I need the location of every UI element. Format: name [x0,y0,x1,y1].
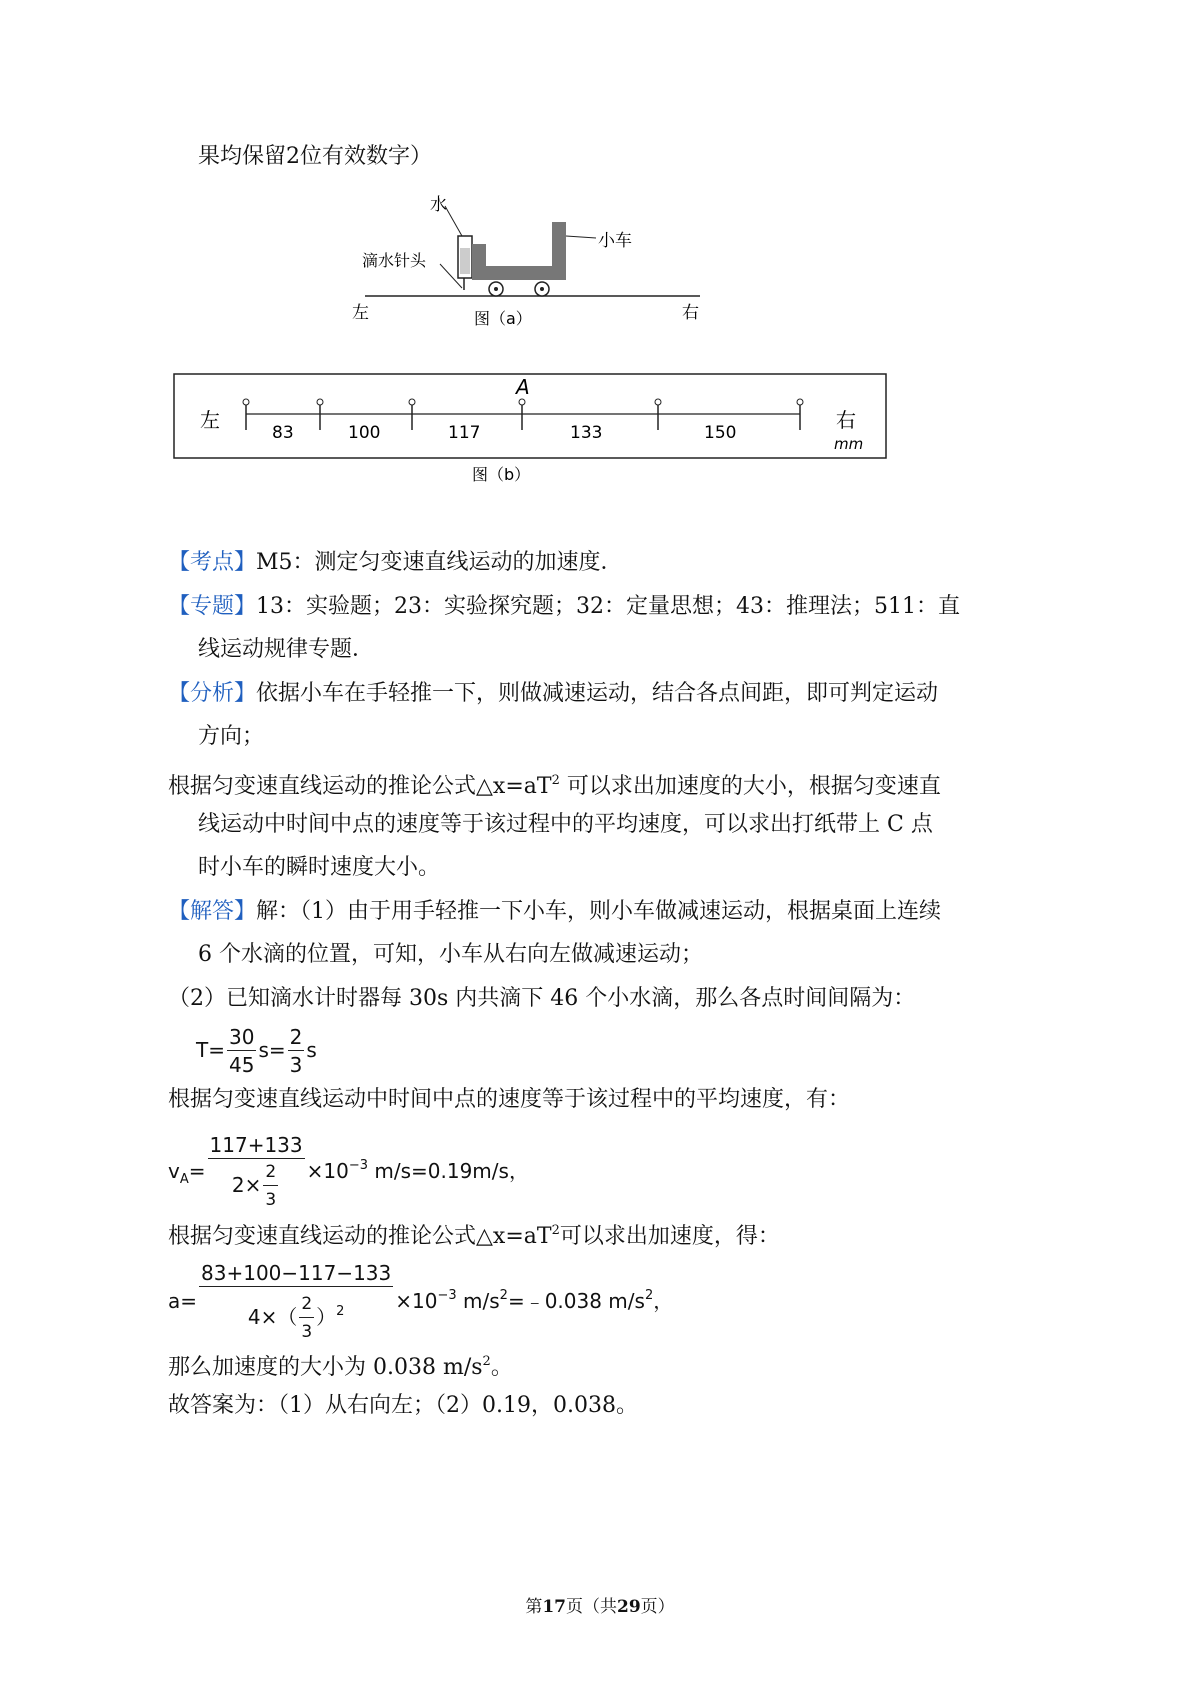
kaodian-tag: 【考点】 [168,550,257,575]
jieda-tag: 【解答】 [168,899,257,924]
fenxi2-line2: 线运动中时间中点的速度等于该过程中的平均速度，可以求出打纸带上 C 点 [198,812,933,837]
a-intro-text-a: 根据匀变速直线运动的推论公式△x=aT [168,1224,552,1249]
segment-label-2: 100 [348,423,381,443]
zhuanti-tag: 【专题】 [168,594,257,619]
formula-t-den1: 45 [228,1053,255,1077]
jieda-line1 [168,897,941,927]
magnitude-sup: 2 [482,1354,491,1369]
jieda-text-1: 解：（1）由于用手轻推一下小车，则小车做减速运动，根据桌面上连续 [256,899,942,924]
zhuanti-text-1: 13：实验题；23：实验探究题；32：定量思想；43：推理法；511：直 [256,594,960,619]
formula-t [196,1022,317,1079]
fenxi-line1 [168,679,938,709]
label-needle: 滴水针头 [362,251,427,270]
formula-a-result-sup2: 2 [644,1288,654,1303]
formula-t-den2: 3 [289,1053,303,1077]
formula-t-mid: s= [258,1038,286,1062]
fenxi2-text-c: 可以求出加速度的大小，根据匀变速直 [559,774,941,799]
formula-a-result-a: m/s [456,1289,500,1313]
fenxi-text-1: 依据小车在手轻推一下，则做减速运动，结合各点间距，即可判定运动 [256,681,939,706]
formula-va-v: v [168,1159,180,1183]
magnitude-text-b: 。 [490,1355,513,1380]
formula-a-den-b: ） [316,1304,337,1329]
formula-va-sub: A [179,1172,189,1187]
formula-a-result-c: ， [653,1289,674,1313]
fenxi2-line3: 时小车的瞬时速度大小。 [198,855,441,880]
a-intro [168,1216,780,1252]
formula-t-suffix: s [306,1038,317,1062]
formula-a-times: ×10 [395,1289,438,1313]
magnitude-text-a: 那么加速度的大小为 0.038 m/s [168,1355,483,1380]
segment-label-4: 133 [570,423,603,443]
kaodian-text: M5：测定匀变速直线运动的加速度． [256,550,623,575]
intro-line: 果均保留2位有效数字） [198,144,432,169]
segment-label-1: 83 [272,423,294,443]
fenxi2-line1 [168,766,941,802]
caption-b: 图（b） [472,465,531,484]
footer-total: 29 [617,1597,641,1617]
formula-va-result: m/s=0.19m/s， [368,1159,529,1183]
fenxi2-sup: 2 [551,773,560,788]
figure-b [172,372,892,487]
zhuanti-line1 [168,592,960,622]
formula-a-den-exp: 2 [336,1303,345,1319]
footer-prefix: 第 [525,1597,543,1617]
fenxi-line2: 方向； [198,724,265,749]
kaodian-line [168,548,623,578]
formula-va-den-a: 2× [231,1172,262,1197]
formula-t-num2: 2 [289,1025,303,1049]
label-cart: 小车 [598,231,632,251]
formula-va [168,1126,529,1220]
fenxi2-text-a: 根据匀变速直线运动的推论公式△x=aT [168,774,552,799]
label-left-b: 左 [200,408,220,432]
formula-a-exp: −3 [437,1288,457,1303]
label-right-b: 右 [836,408,856,432]
formula-a-result-sup: 2 [499,1288,508,1303]
formula-a-den-a: 4×（ [247,1304,298,1329]
formula-a-den-den: 3 [301,1321,313,1342]
label-water: 水 [430,195,447,215]
formula-a-prefix: a= [168,1289,198,1313]
segment-label-3: 117 [448,423,481,443]
label-left-a: 左 [352,303,369,323]
formula-va-num: 117+133 [209,1132,303,1157]
segment-label-5: 150 [704,423,737,443]
formula-va-exp: −3 [348,1158,369,1173]
formula-va-times: ×10 [306,1159,349,1183]
formula-t-prefix: T= [196,1038,225,1062]
page-footer [0,1592,1200,1617]
point-a-label: A [516,375,530,399]
formula-va-den-den: 3 [265,1189,277,1210]
fenxi-tag: 【分析】 [168,681,257,706]
footer-page: 17 [542,1597,566,1617]
formula-t-num1: 30 [228,1025,255,1049]
label-right-a: 右 [682,303,699,323]
unit-label: mm [834,435,864,453]
figure-a [340,188,740,338]
formula-va-eq: = [188,1159,206,1183]
formula-va-den-num: 2 [263,1159,278,1186]
caption-a: 图（a） [474,309,532,328]
zhuanti-line2: 线运动规律专题． [198,637,375,662]
footer-mid: 页（共 [566,1597,617,1617]
va-intro: 根据匀变速直线运动中时间中点的速度等于该过程中的平均速度，有： [168,1087,851,1112]
formula-a [168,1254,673,1346]
a-intro-sup: 2 [551,1223,560,1238]
formula-a-num: 83+100−117−133 [201,1260,392,1285]
a-intro-text-b: 可以求出加速度，得： [559,1224,780,1249]
final-answer: 故答案为：（1）从右向左；（2）0.19，0.038。 [168,1393,638,1418]
formula-a-den-num: 2 [299,1291,314,1318]
footer-suffix: 页） [640,1597,675,1617]
jieda-line3: （2）已知滴水计时器每 30s 内共滴下 46 个小水滴，那么各点时间间隔为： [168,986,916,1011]
magnitude-line [168,1347,513,1383]
jieda-line2: 6 个水滴的位置，可知，小车从右向左做减速运动； [198,942,703,967]
formula-a-result-b: =﹣0.038 m/s [507,1289,645,1313]
